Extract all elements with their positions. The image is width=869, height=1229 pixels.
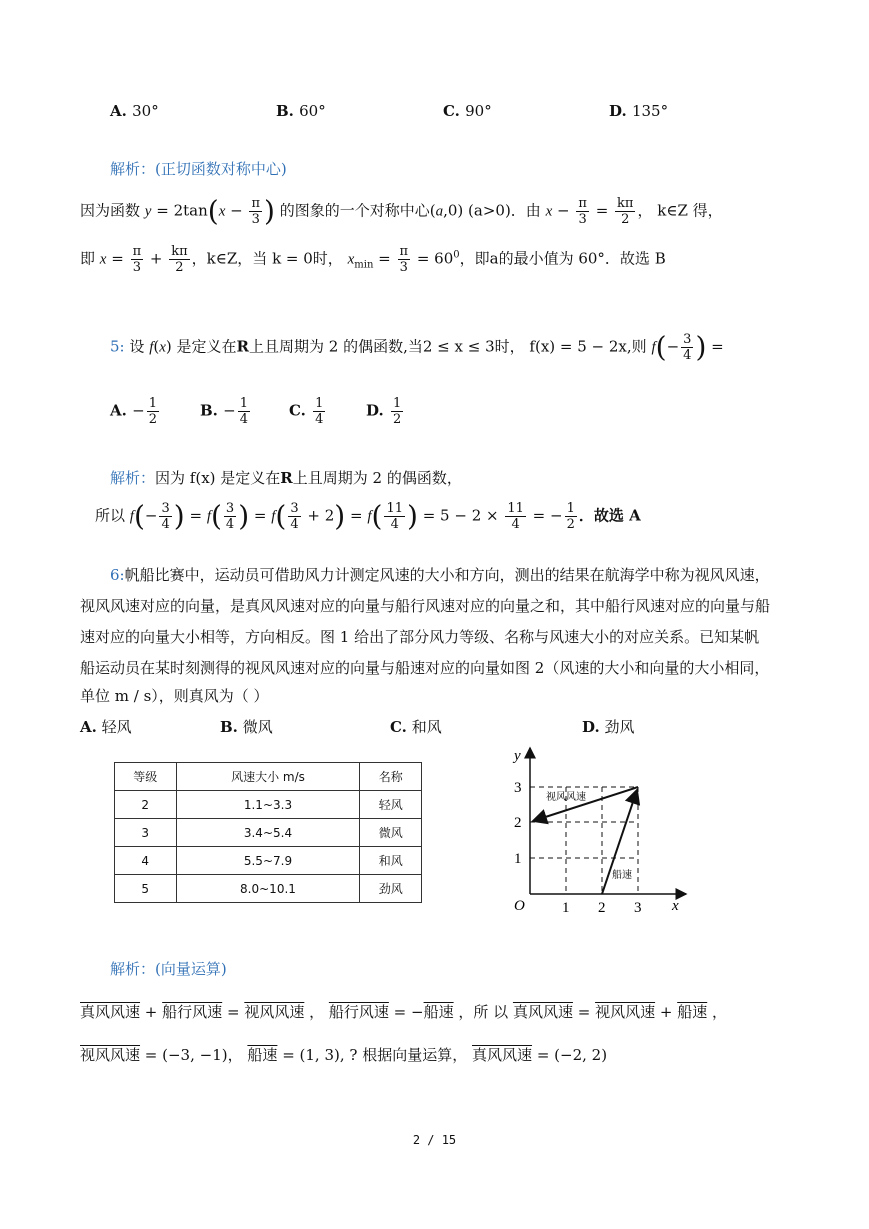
table-header-cell: 风速大小 m/s [176,763,360,791]
table-row [115,819,422,847]
table-cell: 1.1~3.3 [176,791,360,819]
q5-option-a: A. − $\frac{1}{2}$ [110,396,157,427]
view-wind-label: 视风风速 [546,792,586,803]
table-cell: 3 [115,819,177,847]
q4-option-a: A. 30° [110,102,159,120]
vector-figure [500,740,700,920]
q6-option-a: A. 轻风 [80,718,132,736]
table-cell: 轻风 [360,791,422,819]
q4-analysis-line2: 即 x = $\frac{\pi}{3}$ + $\frac{k\pi}{2}$ ，k∈Z，当 k = 0时， $x_{min}$ = $\frac{\pi}{3}$ = $60^0$，即a的最小值为 60°．故选 B [80,244,666,275]
table-header-row [115,763,422,791]
q6-analysis-line2: 视风风速 = (−3, −1)， 船速 = (1, 3), ? 根据向量运算， 真风风速 = (−2, 2) [80,1046,608,1064]
q5-analysis-line1: 解析：因为 f(x) 是定义在R上且周期为 2 的偶函数， [110,469,462,487]
y-tick-label: 1 [514,851,522,867]
q6-option-c: C. 和风 [390,718,442,736]
x-tick-label: 1 [562,900,570,916]
wind-level-table [114,762,422,903]
q5-option-d: D. $\frac{1}{2}$ [366,396,402,427]
table-cell: 微风 [360,819,422,847]
q5-option-c: C. $\frac{1}{4}$ [289,396,324,427]
table-header-cell: 等级 [115,763,177,791]
y-tick-label: 3 [514,780,522,796]
q4-option-d: D. 135° [609,102,669,120]
table-cell: 8.0~10.1 [176,875,360,903]
table-row [115,875,422,903]
table-cell: 和风 [360,847,422,875]
q5-stem: 5: 设 f(x) 是定义在R上且周期为 2 的偶函数,当2 ≤ x ≤ 3时， f(x) = 5 − 2x,则 f(− $\frac{3}{4}$ ) = [110,330,724,364]
table-cell: 5 [115,875,177,903]
q6-stem-p3: 速对应的向量大小相等，方向相反。图 1 给出了部分风力等级、名称与风速大小的对应关系。已知某帆 [80,628,760,646]
table-cell: 劲风 [360,875,422,903]
origin-label: O [514,898,525,914]
table-cell: 3.4~5.4 [176,819,360,847]
q6-stem-p4: 船运动员在某时刻测得的视风风速对应的向量与船速对应的向量如图 2（风速的大小和向量的大小相同， [80,659,770,677]
q6-stem-p1: 6:帆船比赛中，运动员可借助风力计测定风速的大小和方向，测出的结果在航海学中称为视风风速， [110,566,770,584]
q6-option-d: D. 劲风 [582,718,635,736]
q6-analysis-title: 解析：(向量运算) [110,960,227,978]
table-header-cell: 名称 [360,763,422,791]
table-row [115,847,422,875]
page-number: 2 / 15 [412,1133,457,1147]
q4-option-c: C. 90° [443,102,492,120]
table-cell: 2 [115,791,177,819]
q6-analysis-line1: 真风风速 + 船行风速 = 视风风速 ， 船行风速 = −船速 ，所 以 真风风速 = 视风风速 + 船速 ， [80,1003,727,1021]
q4-analysis-line1: 因为函数 y = 2tan(x − $\frac{\pi}{3}$ ) 的图象的一个对称中心(a,0) (a>0)．由 x − $\frac{\pi}{3}$ = $\frac{k\pi}{2}$ ， k∈Z 得， [80,194,723,228]
y-tick-label: 2 [514,815,522,831]
q5-analysis-line2: 所以 f(− $\frac{3}{4}$ ) = f( $\frac{3}{4}$ ) = f( $\frac{3}{4}$ + 2) = f( $\frac{11}{4}$ ) = 5 − 2 × $\frac{11}{4}$ = − $\frac{1}{2}$ ．故选 A [95,499,641,533]
x-tick-label: 3 [634,900,642,916]
table-cell: 4 [115,847,177,875]
q6-option-b: B. 微风 [220,718,273,736]
x-tick-label: 2 [598,900,606,916]
q6-stem-p5: 单位 m / s），则真风为（ ） [80,687,269,705]
table-row [115,791,422,819]
q4-analysis-title: 解析：(正切函数对称中心) [110,160,287,178]
boat-speed-label: 船速 [612,870,632,881]
y-axis-label: y [514,748,521,764]
table-cell: 5.5~7.9 [176,847,360,875]
q4-option-b: B. 60° [276,102,326,120]
q5-option-b: B. − $\frac{1}{4}$ [200,396,248,427]
q6-stem-p2: 视风风速对应的向量，是真风风速对应的向量与船行风速对应的向量之和，其中船行风速对应的向量与船 [80,597,771,615]
x-axis-label: x [672,898,679,914]
